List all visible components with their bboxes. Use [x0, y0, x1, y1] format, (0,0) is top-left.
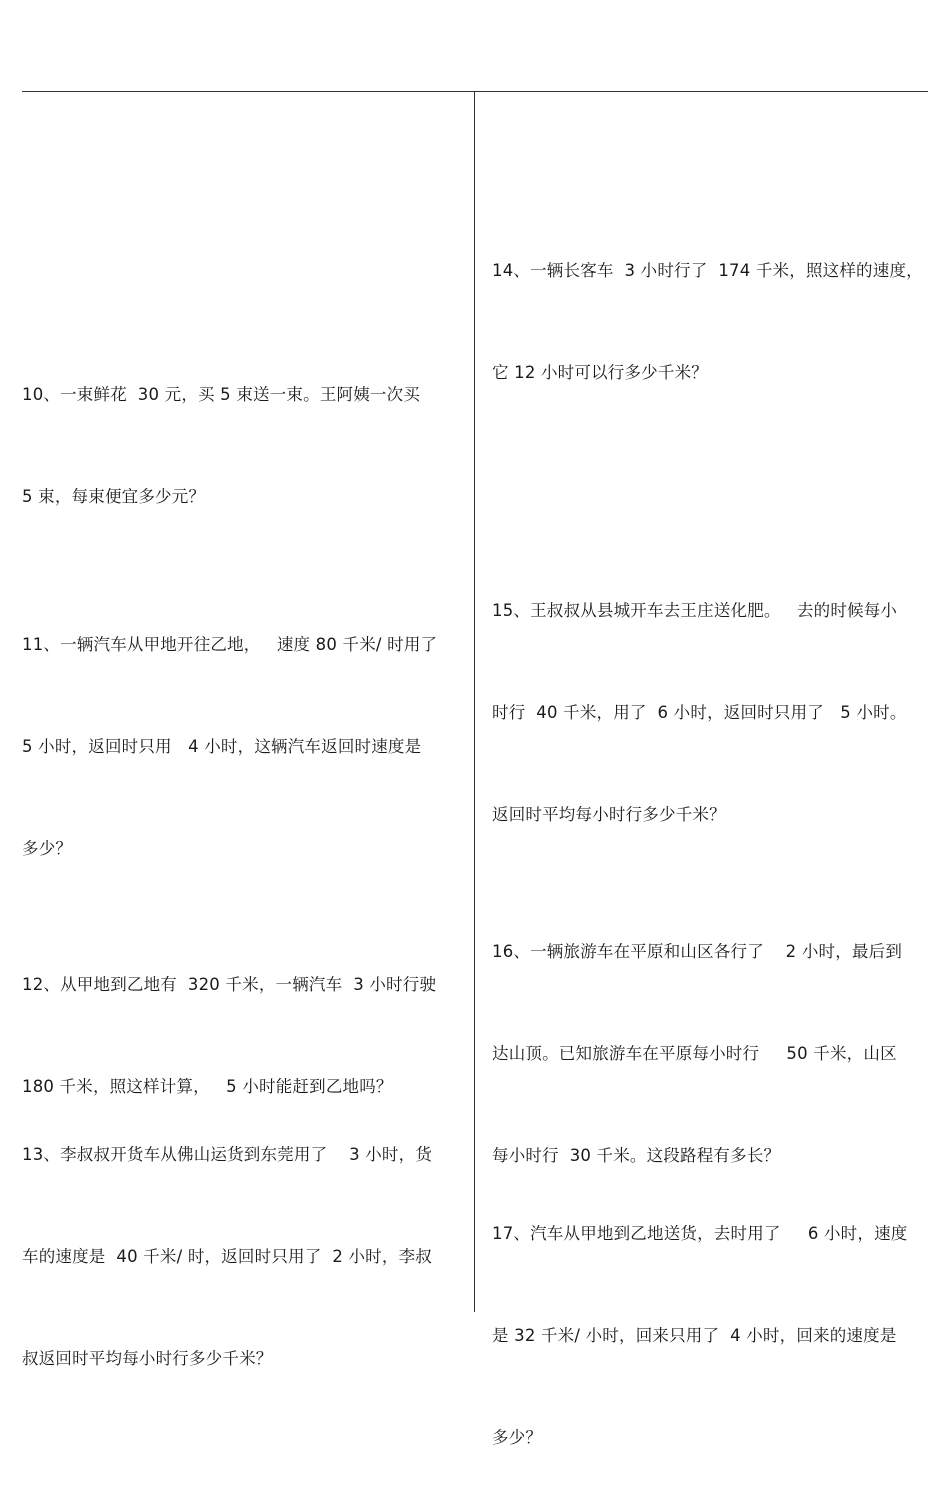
problem-17-line-1: 17、汽车从甲地到乙地送货，去时用了 6 小时，速度: [492, 1224, 908, 1243]
column-divider: [474, 91, 475, 1312]
problem-13-line-3: 叔返回时平均每小时行多少千米？: [22, 1349, 273, 1368]
problem-17-line-2: 是 32 千米/ 小时，回来只用了 4 小时，回来的速度是: [492, 1326, 897, 1345]
problem-15: [492, 526, 928, 866]
problem-16-line-1: 16、一辆旅游车在平原和山区各行了 2 小时，最后到: [492, 942, 903, 961]
problem-11: [22, 560, 462, 900]
problem-12-line-1: 12、从甲地到乙地有 320 千米，一辆汽车 3 小时行驶: [22, 975, 437, 994]
problem-16-line-3: 每小时行 30 千米。这段路程有多长？: [492, 1146, 781, 1165]
problem-13-line-1: 13、李叔叔开货车从佛山运货到东莞用了 3 小时，货: [22, 1145, 433, 1164]
problem-11-line-3: 多少？: [22, 839, 73, 858]
problem-13: [22, 1070, 462, 1410]
problem-16-line-2: 达山顶。已知旅游车在平原每小时行 50 千米，山区: [492, 1044, 897, 1063]
problem-17: [492, 1149, 928, 1489]
problem-13-line-2: 车的速度是 40 千米/ 时，返回时只用了 2 小时，李叔: [22, 1247, 432, 1266]
problem-14-line-1: 14、一辆长客车 3 小时行了 174 千米，照这样的速度，: [492, 261, 923, 280]
problem-14-line-2: 它 12 小时可以行多少千米？: [492, 363, 708, 382]
problem-11-line-1: 11、一辆汽车从甲地开往乙地， 速度 80 千米/ 时用了: [22, 635, 438, 654]
problem-17-line-3: 多少？: [492, 1428, 543, 1447]
problem-14: [492, 186, 928, 424]
problem-10: [22, 310, 462, 548]
problem-15-line-3: 返回时平均每小时行多少千米？: [492, 805, 726, 824]
problem-12-line-2: 180 千米，照这样计算， 5 小时能赶到乙地吗？: [22, 1077, 393, 1096]
problem-10-line-2: 5 束，每束便宜多少元？: [22, 487, 206, 506]
problem-11-line-2: 5 小时，返回时只用 4 小时，这辆汽车返回时速度是: [22, 737, 422, 756]
problem-15-line-1: 15、王叔叔从县城开车去王庄送化肥。 去的时候每小: [492, 601, 898, 620]
problem-15-line-2: 时行 40 千米，用了 6 小时，返回时只用了 5 小时。: [492, 703, 907, 722]
top-rule: [22, 91, 928, 92]
problem-10-line-1: 10、一束鲜花 30 元，买 5 束送一束。王阿姨一次买: [22, 385, 421, 404]
